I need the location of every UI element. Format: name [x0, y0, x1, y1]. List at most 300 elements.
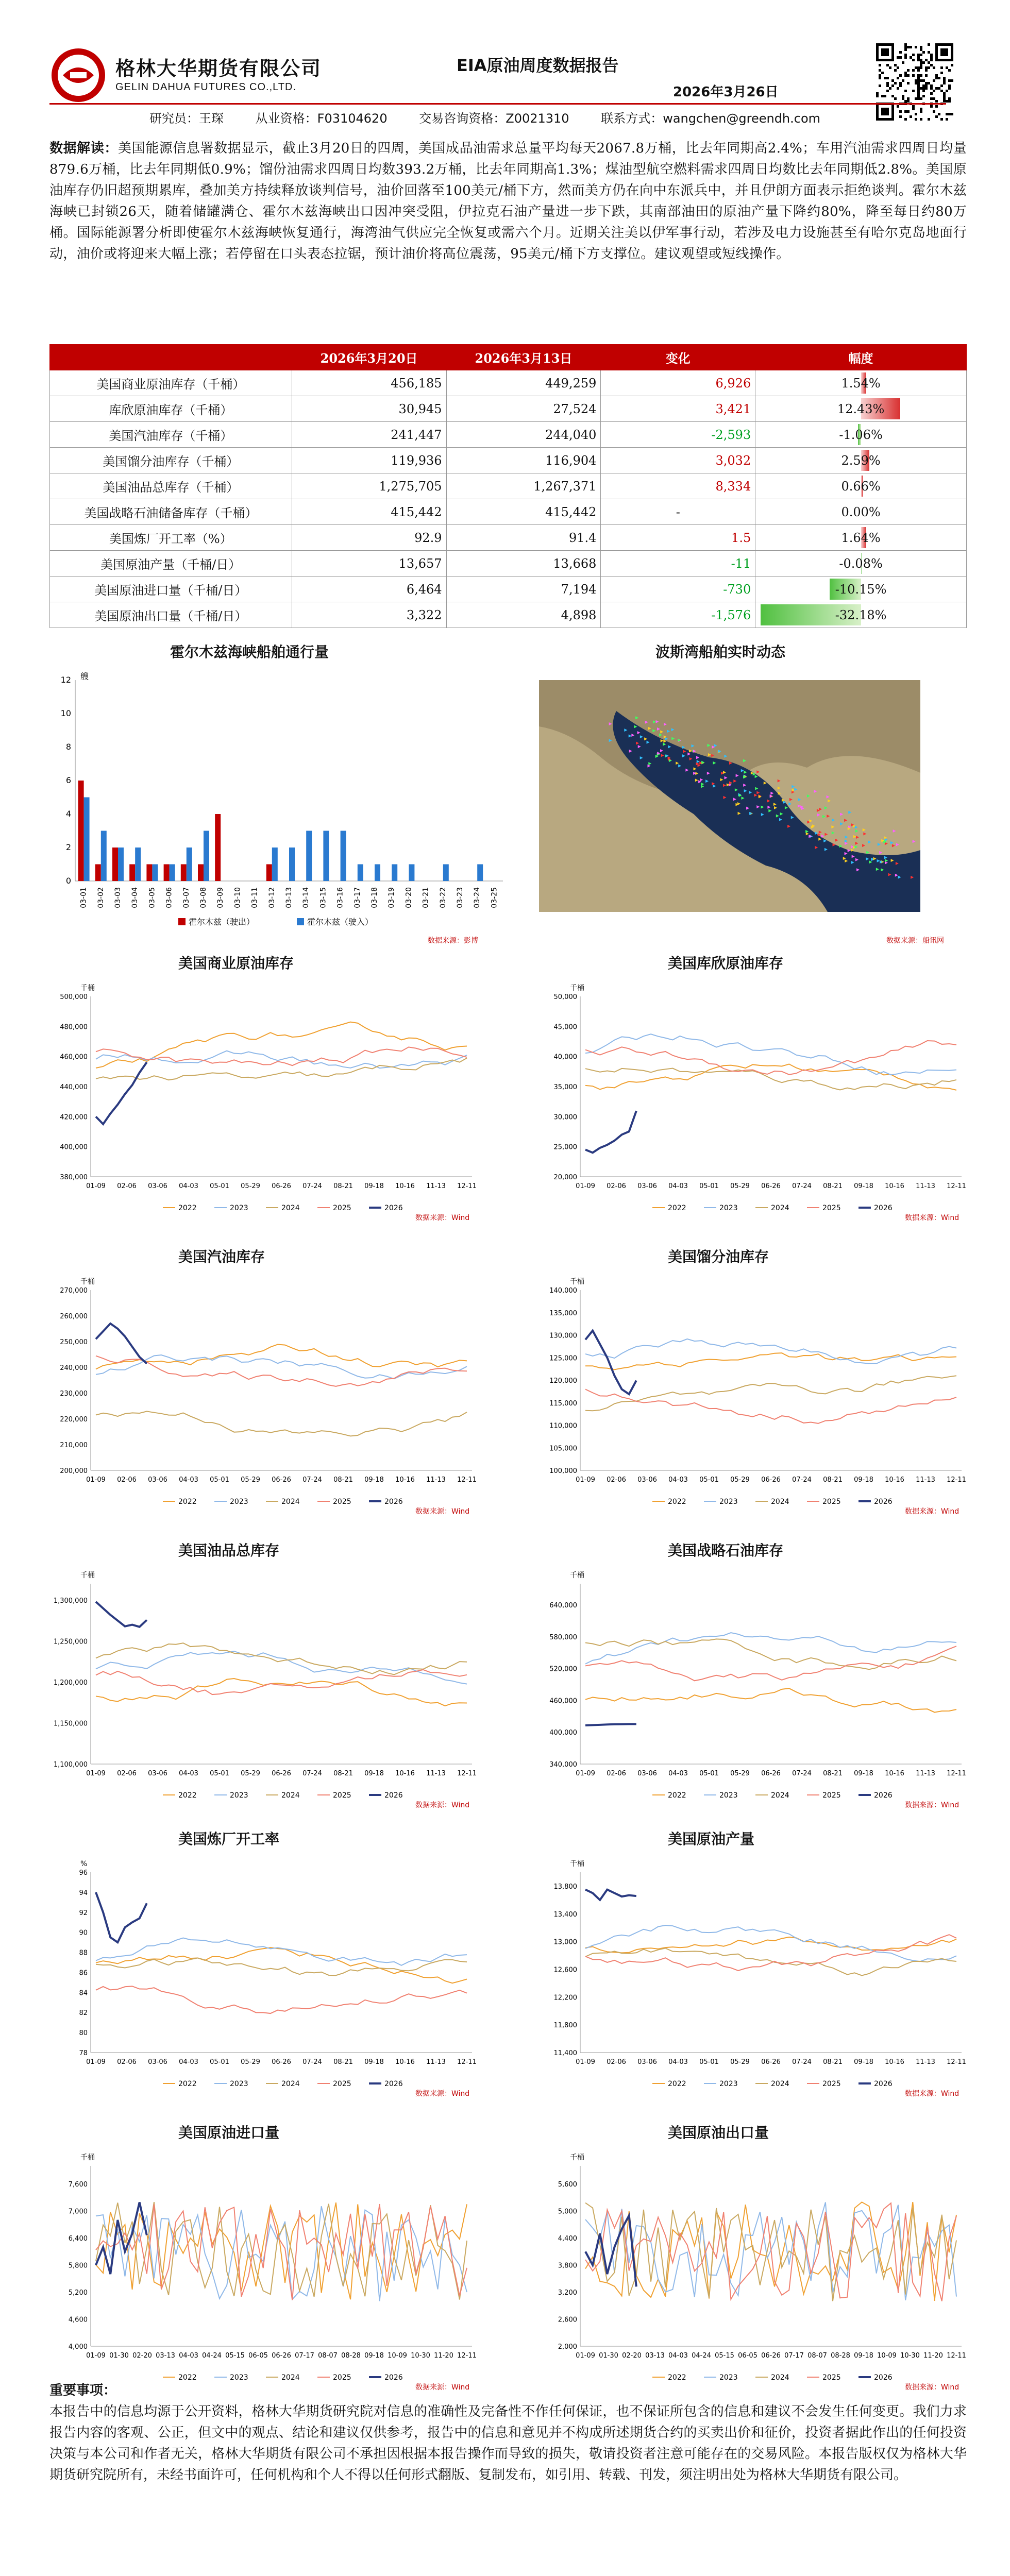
hormuz-bar-in	[443, 865, 449, 882]
x-tick: 06-26	[761, 1476, 781, 1484]
x-tick: 06-26	[272, 2352, 291, 2360]
line-chart	[49, 1275, 482, 1517]
series-line-2025	[585, 2203, 956, 2301]
x-tick: 01-09	[576, 1770, 595, 1777]
header-divider	[49, 103, 946, 105]
legend-label: 2023	[719, 1204, 738, 1212]
y-unit: 千桶	[570, 1278, 584, 1286]
y-tick: 440,000	[60, 1083, 88, 1091]
series-line-2025	[96, 1356, 467, 1386]
row-name: 美国原油产量（千桶/日）	[50, 551, 292, 577]
series-line-2025	[585, 1646, 956, 1681]
row-current: 3,322	[292, 602, 446, 628]
row-pct	[755, 551, 967, 577]
legend-label: 2023	[230, 2374, 248, 2382]
hormuz-y-unit: 艘	[80, 671, 89, 681]
x-tick: 02-06	[117, 1476, 137, 1484]
legend-label: 2023	[719, 2080, 738, 2088]
x-tick: 01-09	[86, 1770, 106, 1777]
legend-label: 2024	[771, 1204, 789, 1212]
legend-label: 2022	[668, 2080, 686, 2088]
row-name: 美国原油出口量（千桶/日）	[50, 602, 292, 628]
pct-label: -32.18%	[835, 607, 887, 622]
hormuz-x-tick: 03-08	[199, 887, 208, 908]
series-line-2022	[96, 1022, 467, 1068]
x-tick: 05-15	[715, 2352, 734, 2360]
x-tick: 04-03	[179, 2352, 198, 2360]
panel-source: 数据来源：Wind	[415, 1507, 470, 1516]
legend-label: 2023	[230, 1204, 248, 1212]
y-tick: 96	[79, 1869, 88, 1877]
row-previous: 449,259	[446, 370, 601, 396]
x-tick: 10-16	[885, 1182, 904, 1190]
y-tick: 250,000	[60, 1338, 88, 1346]
x-tick: 08-21	[823, 1770, 843, 1777]
x-tick: 11-13	[426, 1770, 446, 1777]
row-previous: 7,194	[446, 577, 601, 602]
x-tick: 09-18	[854, 1182, 873, 1190]
row-pct	[755, 473, 967, 499]
y-unit: 千桶	[80, 1278, 95, 1286]
y-tick: 460,000	[60, 1053, 88, 1061]
panel-title: 美国战略石油库存	[668, 1542, 784, 1559]
y-tick: 3,200	[558, 2289, 577, 2297]
series-line-2025	[585, 1389, 956, 1423]
panel-title: 美国汽油库存	[178, 1248, 265, 1265]
qr-code-icon	[876, 43, 953, 121]
x-tick: 03-06	[148, 1770, 167, 1777]
table-row	[50, 551, 967, 577]
gulf-map-title: 波斯湾船舶实时动态	[655, 643, 786, 660]
x-tick: 06-26	[761, 1182, 781, 1190]
pct-label: 0.66%	[841, 479, 881, 494]
panel-source: 数据来源：Wind	[415, 2383, 470, 2392]
row-pct	[755, 422, 967, 448]
y-tick: 220,000	[60, 1416, 88, 1423]
table-row	[50, 577, 967, 602]
x-tick: 01-30	[599, 2352, 618, 2360]
row-pct	[755, 448, 967, 473]
x-tick: 05-29	[241, 2058, 260, 2066]
y-tick: 270,000	[60, 1287, 88, 1295]
x-tick: 06-05	[738, 2352, 758, 2360]
hormuz-y-tick: 8	[65, 742, 71, 752]
hormuz-bar-out	[129, 865, 135, 882]
series-line-2023	[585, 1034, 956, 1075]
hormuz-y-tick: 0	[65, 876, 71, 886]
table-row	[50, 602, 967, 628]
x-tick: 04-03	[179, 1182, 198, 1190]
y-tick: 260,000	[60, 1313, 88, 1320]
series-line-2026	[585, 1890, 636, 1900]
x-tick: 09-18	[854, 1770, 873, 1777]
hormuz-bar-in	[118, 848, 124, 881]
row-name: 美国商业原油库存（千桶）	[50, 370, 292, 396]
x-tick: 05-29	[241, 1476, 260, 1484]
x-tick: 02-06	[607, 1770, 626, 1777]
hormuz-x-tick: 03-06	[165, 887, 174, 908]
hormuz-bar-in	[187, 848, 192, 881]
hormuz-bar-out	[164, 865, 170, 882]
x-tick: 10-09	[388, 2352, 407, 2360]
y-tick: 210,000	[60, 1442, 88, 1449]
row-current: 92.9	[292, 525, 446, 551]
hormuz-bar-out	[78, 781, 84, 881]
hormuz-y-tick: 2	[65, 842, 71, 852]
row-change: -	[601, 499, 755, 525]
hormuz-x-tick: 03-23	[456, 887, 464, 908]
x-tick: 03-06	[148, 2058, 167, 2066]
x-tick: 12-11	[457, 1770, 477, 1777]
hormuz-x-tick: 03-10	[233, 887, 242, 908]
row-name: 美国炼厂开工率（%）	[50, 525, 292, 551]
row-pct	[755, 370, 967, 396]
y-tick: 6,400	[68, 2235, 88, 2243]
y-tick: 5,000	[558, 2208, 577, 2216]
x-tick: 08-21	[823, 2058, 843, 2066]
y-tick: 30,000	[553, 1113, 577, 1122]
x-tick: 04-03	[179, 1770, 198, 1777]
y-tick: 240,000	[60, 1364, 88, 1372]
panel-source: 数据来源：Wind	[905, 2090, 959, 2098]
hormuz-x-tick: 03-09	[216, 887, 225, 908]
series-line-2024	[585, 1376, 956, 1411]
series-line-2024	[96, 1643, 467, 1674]
hormuz-x-tick: 03-16	[336, 887, 345, 908]
hormuz-y-tick: 6	[65, 775, 71, 785]
hormuz-bar-out	[146, 865, 152, 882]
x-tick: 11-13	[426, 1182, 446, 1190]
line-chart	[539, 1568, 972, 1810]
x-tick: 06-26	[272, 1770, 291, 1777]
x-tick: 08-28	[341, 2352, 361, 2360]
y-tick: 340,000	[549, 1761, 577, 1769]
y-tick: 120,000	[549, 1377, 577, 1385]
x-tick: 07-24	[792, 1476, 812, 1484]
series-line-2026	[585, 2215, 636, 2286]
y-tick: 13,000	[553, 1938, 577, 1946]
y-tick: 7,000	[68, 2208, 88, 2216]
row-change: -11	[601, 551, 755, 577]
legend-label: 2023	[230, 2080, 248, 2088]
x-tick: 09-18	[854, 1476, 873, 1484]
line-chart	[539, 981, 972, 1223]
y-tick: 45,000	[553, 1023, 577, 1031]
row-current: 241,447	[292, 422, 446, 448]
x-tick: 02-06	[607, 1182, 626, 1190]
series-line-2024	[96, 1411, 467, 1436]
x-tick: 05-01	[699, 2058, 719, 2066]
x-tick: 08-21	[333, 2058, 353, 2066]
x-tick: 06-26	[272, 1182, 291, 1190]
hormuz-x-tick: 03-04	[131, 887, 140, 908]
company-name-en: GELIN DAHUA FUTURES CO.,LTD.	[115, 81, 297, 93]
row-current: 13,657	[292, 551, 446, 577]
y-tick: 400,000	[549, 1729, 577, 1737]
x-tick: 10-30	[411, 2352, 430, 2360]
hormuz-x-tick: 03-05	[148, 887, 157, 908]
x-tick: 01-09	[576, 1182, 595, 1190]
row-name: 美国油品总库存（千桶）	[50, 473, 292, 499]
x-tick: 05-29	[730, 1476, 750, 1484]
panel-title: 美国商业原油库存	[178, 955, 294, 972]
y-tick: 5,600	[558, 2181, 577, 2189]
y-tick: 140,000	[549, 1287, 577, 1295]
y-tick: 7,600	[68, 2181, 88, 2189]
x-tick: 08-21	[823, 1182, 843, 1190]
panel-source: 数据来源：Wind	[905, 2383, 959, 2392]
x-tick: 01-09	[576, 1476, 595, 1484]
y-tick: 480,000	[60, 1023, 88, 1031]
table-row	[50, 448, 967, 473]
series-line-2025	[96, 1986, 467, 2013]
panel-source: 数据来源：Wind	[905, 1214, 959, 1222]
x-tick: 07-24	[302, 1182, 322, 1190]
x-tick: 02-06	[607, 2058, 626, 2066]
hormuz-bar-out	[198, 865, 204, 882]
hormuz-y-tick: 10	[60, 708, 71, 718]
row-name: 美国原油进口量（千桶/日）	[50, 577, 292, 602]
pct-label: -1.06%	[839, 427, 883, 442]
hormuz-x-tick: 03-01	[79, 887, 88, 908]
legend-label: 2023	[719, 1498, 738, 1506]
legend-in: 霍尔木兹（驶入）	[307, 917, 374, 927]
company-name-cn: 格林大华期货有限公司	[115, 57, 322, 80]
row-previous: 27,524	[446, 396, 601, 422]
y-tick: 1,100,000	[53, 1761, 88, 1769]
y-unit: 千桶	[570, 984, 584, 992]
x-tick: 02-20	[132, 2352, 152, 2360]
y-unit: 千桶	[80, 1571, 95, 1580]
row-current: 415,442	[292, 499, 446, 525]
y-unit: 千桶	[80, 984, 95, 992]
researcher-info	[149, 108, 848, 126]
hormuz-x-tick: 03-14	[302, 887, 311, 908]
y-tick: 35,000	[553, 1083, 577, 1091]
row-previous: 415,442	[446, 499, 601, 525]
x-tick: 07-24	[792, 1182, 812, 1190]
y-tick: 5,200	[68, 2289, 88, 2297]
hormuz-x-tick: 03-18	[371, 887, 379, 908]
hormuz-y-tick: 12	[60, 675, 71, 685]
report-title: EIA原油周度数据报告	[457, 56, 619, 75]
x-tick: 04-03	[179, 2058, 198, 2066]
series-line-2026	[585, 1111, 636, 1153]
x-tick: 11-13	[916, 2058, 935, 2066]
x-tick: 08-21	[333, 1476, 353, 1484]
x-tick: 01-09	[576, 2352, 595, 2360]
legend-label: 2023	[719, 1791, 738, 1800]
row-pct	[755, 602, 967, 628]
legend-label: 2025	[822, 1204, 841, 1212]
x-tick: 03-13	[156, 2352, 175, 2360]
row-pct	[755, 525, 967, 551]
row-name: 库欣原油库存（千桶）	[50, 396, 292, 422]
x-tick: 11-20	[923, 2352, 943, 2360]
legend-label: 2024	[281, 2374, 300, 2382]
panel-source: 数据来源：Wind	[415, 1801, 470, 1809]
hormuz-bar-out	[215, 814, 221, 881]
x-tick: 12-11	[457, 2058, 477, 2066]
pct-label: 12.43%	[837, 401, 885, 416]
legend-label: 2025	[822, 1498, 841, 1506]
x-tick: 05-01	[699, 1770, 719, 1777]
legend-label: 2025	[822, 2080, 841, 2088]
legend-label: 2026	[874, 1498, 893, 1506]
x-tick: 12-11	[457, 1182, 477, 1190]
x-tick: 11-13	[916, 1182, 935, 1190]
legend-label: 2026	[874, 2080, 893, 2088]
y-unit: 千桶	[570, 1860, 584, 1868]
series-line-2022	[585, 1064, 956, 1090]
x-tick: 11-13	[916, 1770, 935, 1777]
y-tick: 4,600	[68, 2316, 88, 2324]
row-name: 美国战略石油储备库存（千桶）	[50, 499, 292, 525]
y-tick: 640,000	[549, 1602, 577, 1610]
legend-label: 2026	[384, 1204, 403, 1212]
x-tick: 08-07	[318, 2352, 338, 2360]
legend-label: 2026	[384, 1791, 403, 1800]
x-tick: 11-20	[434, 2352, 453, 2360]
hormuz-bar-in	[170, 865, 175, 882]
x-tick: 10-16	[395, 1476, 415, 1484]
contact-email: 联系方式：wangchen@greendh.com	[601, 111, 821, 126]
x-tick: 12-11	[947, 1770, 966, 1777]
x-tick: 04-03	[668, 2058, 688, 2066]
series-line-2024	[96, 1058, 467, 1080]
row-change: 8,334	[601, 473, 755, 499]
x-tick: 05-01	[210, 2058, 229, 2066]
y-tick: 82	[79, 2009, 88, 2018]
y-tick: 84	[79, 1989, 88, 1997]
panel-source: 数据来源：Wind	[905, 1507, 959, 1516]
x-tick: 06-26	[272, 2058, 291, 2066]
y-tick: 20,000	[553, 1174, 577, 1181]
x-tick: 06-05	[248, 2352, 268, 2360]
x-tick: 03-06	[637, 2058, 657, 2066]
series-line-2022	[96, 1947, 467, 1983]
hormuz-bar-in	[135, 848, 141, 881]
hormuz-x-tick: 03-11	[250, 887, 259, 908]
x-tick: 12-11	[457, 1476, 477, 1484]
x-tick: 05-15	[225, 2352, 245, 2360]
x-tick: 05-01	[699, 1182, 719, 1190]
legend-label: 2026	[874, 2374, 893, 2382]
y-tick: 25,000	[553, 1143, 577, 1151]
disclaimer	[49, 2380, 967, 2486]
row-previous: 4,898	[446, 602, 601, 628]
x-tick: 09-18	[364, 2058, 384, 2066]
pct-label: 2.59%	[841, 453, 881, 468]
row-name: 美国馏分油库存（千桶）	[50, 448, 292, 473]
y-tick: 380,000	[60, 1174, 88, 1181]
x-tick: 11-13	[426, 2058, 446, 2066]
x-tick: 09-18	[364, 2352, 384, 2360]
row-pct	[755, 499, 967, 525]
table-header-row	[50, 345, 967, 370]
series-line-2023	[96, 1938, 467, 1965]
pct-label: 0.00%	[841, 504, 881, 519]
x-tick: 07-24	[302, 2058, 322, 2066]
y-tick: 3,800	[558, 2262, 577, 2270]
disclaimer-title: 重要事项：	[49, 2383, 117, 2398]
x-tick: 06-26	[761, 2352, 781, 2360]
x-tick: 04-03	[179, 1476, 198, 1484]
series-line-2023	[96, 1651, 467, 1684]
hormuz-y-tick: 4	[65, 809, 71, 819]
row-current: 456,185	[292, 370, 446, 396]
legend-label: 2023	[230, 1791, 248, 1800]
legend-label: 2024	[771, 2374, 789, 2382]
legend-label: 2024	[281, 1791, 300, 1800]
hormuz-x-tick: 03-24	[473, 887, 482, 908]
hormuz-bar-out	[112, 848, 118, 881]
y-tick: 11,400	[553, 2049, 577, 2057]
series-line-2026	[96, 1324, 147, 1364]
gulf-ship-map	[539, 680, 920, 912]
report-header	[49, 32, 936, 145]
panel-title: 美国馏分油库存	[668, 1248, 769, 1265]
x-tick: 01-09	[576, 2058, 595, 2066]
y-tick: 500,000	[60, 993, 88, 1001]
hormuz-bar-in	[204, 831, 209, 882]
x-tick: 10-16	[885, 1770, 904, 1777]
row-current: 119,936	[292, 448, 446, 473]
row-change: -2,593	[601, 422, 755, 448]
y-tick: 88	[79, 1949, 88, 1957]
x-tick: 05-01	[210, 1476, 229, 1484]
x-tick: 05-01	[210, 1182, 229, 1190]
legend-label: 2025	[333, 1204, 351, 1212]
table-header-3: 变化	[601, 345, 755, 370]
x-tick: 02-06	[117, 1770, 137, 1777]
legend-label: 2026	[384, 2080, 403, 2088]
pct-label: -10.15%	[835, 582, 887, 597]
y-tick: 580,000	[549, 1633, 577, 1641]
y-tick: 105,000	[549, 1445, 577, 1453]
x-tick: 04-03	[668, 1182, 688, 1190]
x-tick: 09-18	[364, 1182, 384, 1190]
hormuz-x-tick: 03-21	[422, 887, 430, 908]
x-tick: 01-09	[86, 2058, 106, 2066]
pct-label: 1.64%	[841, 530, 881, 545]
series-line-2023	[96, 1355, 467, 1379]
legend-label: 2024	[281, 1204, 300, 1212]
row-current: 1,275,705	[292, 473, 446, 499]
y-tick: 1,300,000	[53, 1597, 88, 1605]
y-tick: 13,400	[553, 1910, 577, 1919]
series-line-2026	[96, 1062, 147, 1124]
legend-label: 2022	[178, 1498, 197, 1506]
legend-label: 2025	[333, 2374, 351, 2382]
line-chart	[49, 1857, 482, 2099]
legend-label: 2026	[874, 1204, 893, 1212]
interpretation-label: 数据解读：	[49, 141, 118, 156]
hormuz-x-tick: 03-17	[353, 887, 362, 908]
series-line-2022	[585, 1688, 956, 1712]
series-line-2026	[96, 1892, 147, 1942]
x-tick: 06-26	[272, 1476, 291, 1484]
hormuz-x-tick: 03-03	[114, 887, 122, 908]
x-tick: 05-29	[730, 1770, 750, 1777]
x-tick: 08-21	[333, 1182, 353, 1190]
row-previous: 116,904	[446, 448, 601, 473]
series-line-2025	[96, 1047, 467, 1065]
table-header-1: 2026年3月20日	[292, 345, 446, 370]
y-tick: 12,600	[553, 1966, 577, 1974]
series-line-2024	[96, 2202, 467, 2299]
row-change: -730	[601, 577, 755, 602]
